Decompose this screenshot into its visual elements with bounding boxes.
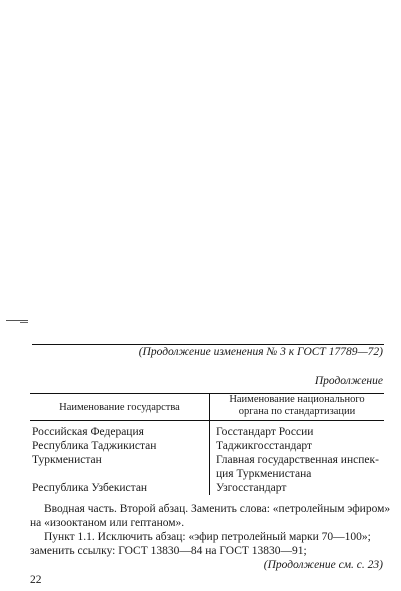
table-header-line: органа по стандартизации (238, 406, 356, 417)
table-header-state: Наименование государства (59, 402, 180, 413)
page-number: 22 (30, 574, 42, 586)
table-cell-state: Российская Федерация (32, 426, 144, 438)
continued-note: (Продолжение см. с. 23) (263, 559, 383, 571)
running-header: (Продолжение изменения № 3 к ГОСТ 17789—72) (138, 346, 383, 358)
table-header-rule (30, 420, 384, 421)
table-cell-body: ция Туркменистана (216, 468, 312, 480)
table-cell-body: Госстандарт России (216, 426, 314, 438)
paragraph-line: Вводная часть. Второй абзац. Заменить слова: «петролейным эфиром» (44, 503, 391, 515)
table-cell-state: Республика Таджикистан (32, 440, 157, 452)
header-rule (32, 344, 384, 345)
paragraph-line: заменить ссылку: ГОСТ 13830—84 на ГОСТ 13830—91; (30, 545, 307, 557)
continuation-label: Продолжение (314, 375, 383, 387)
table-cell-body: Главная государственная инспек- (216, 454, 379, 466)
paragraph-line: на «изооктаном или гептаном». (30, 517, 185, 529)
table-cell-body: Узгосстандарт (216, 482, 287, 494)
table-cell-state: Туркменистан (32, 454, 102, 466)
scan-artifact-line (20, 322, 28, 323)
scan-artifact-line (6, 320, 28, 321)
table-cell-body: Таджикгосстандарт (216, 440, 313, 452)
table-header-national-body (210, 394, 384, 418)
paragraph-line: Пункт 1.1. Исключить абзац: «эфир петролейный марки 70—100»; (44, 531, 371, 543)
table-header-line: Наименование национального (229, 394, 365, 405)
table-cell-state: Республика Узбекистан (32, 482, 148, 494)
